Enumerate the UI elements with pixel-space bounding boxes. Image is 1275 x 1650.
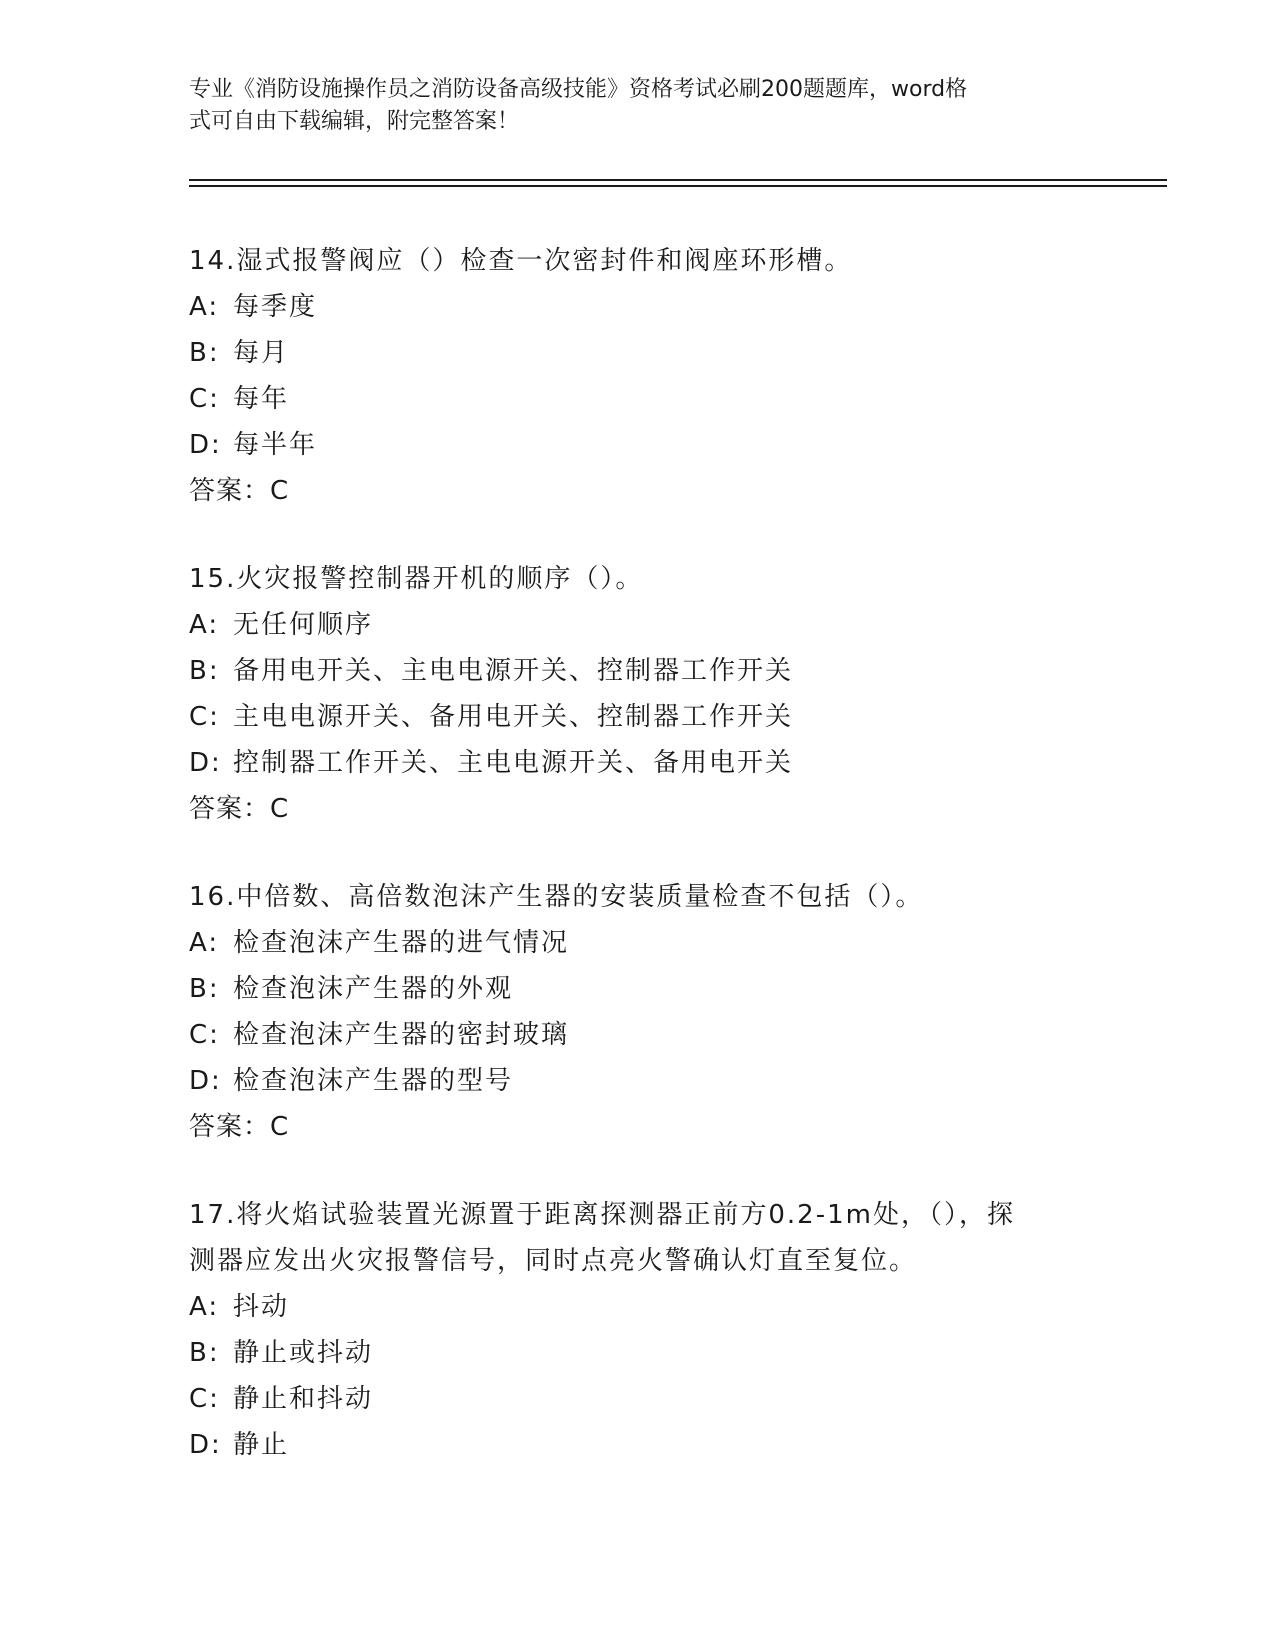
option-letter: C: bbox=[189, 702, 220, 732]
option-text: 每季度 bbox=[233, 292, 318, 322]
option-c bbox=[189, 694, 1109, 740]
question-stem: 15.火灾报警控制器开机的顺序（）。 bbox=[189, 564, 644, 594]
option-letter: A: bbox=[189, 928, 220, 958]
option-text: 每年 bbox=[233, 384, 290, 414]
question-stem-line-1: 17.将火焰试验装置光源置于距离探测器正前方0.2-1m处，（），探 bbox=[189, 1200, 1015, 1230]
option-letter: A: bbox=[189, 292, 220, 322]
option-text: 静止 bbox=[233, 1430, 290, 1460]
option-a bbox=[189, 284, 1109, 330]
option-text: 静止或抖动 bbox=[233, 1338, 374, 1368]
option-letter: D: bbox=[189, 430, 222, 460]
option-letter: D: bbox=[189, 1066, 222, 1096]
option-text: 静止和抖动 bbox=[233, 1384, 374, 1414]
option-letter: B: bbox=[189, 1338, 220, 1368]
option-c bbox=[189, 1012, 1109, 1058]
option-text: 检查泡沫产生器的外观 bbox=[233, 974, 514, 1004]
option-b bbox=[189, 966, 1109, 1012]
option-a bbox=[189, 1284, 1109, 1330]
option-text: 无任何顺序 bbox=[233, 610, 374, 640]
option-d bbox=[189, 1422, 1109, 1468]
option-text: 检查泡沫产生器的进气情况 bbox=[233, 928, 570, 958]
option-d bbox=[189, 1058, 1109, 1104]
option-a bbox=[189, 920, 1109, 966]
header-line-2: 式可自由下载编辑，附完整答案！ bbox=[189, 109, 520, 134]
answer-text: 答案：C bbox=[189, 476, 290, 506]
option-text: 控制器工作开关、主电电源开关、备用电开关 bbox=[233, 748, 794, 778]
option-text: 检查泡沫产生器的密封玻璃 bbox=[233, 1020, 570, 1050]
option-text: 备用电开关、主电电源开关、控制器工作开关 bbox=[233, 656, 794, 686]
question-14 bbox=[189, 238, 1109, 514]
option-letter: A: bbox=[189, 1292, 220, 1322]
question-stem: 16.中倍数、高倍数泡沫产生器的安装质量检查不包括（）。 bbox=[189, 882, 924, 912]
option-a bbox=[189, 602, 1109, 648]
answer-text: 答案：C bbox=[189, 1112, 290, 1142]
question-list bbox=[189, 238, 1109, 1510]
option-d bbox=[189, 422, 1109, 468]
option-text: 抖动 bbox=[233, 1292, 290, 1322]
option-letter: D: bbox=[189, 1430, 222, 1460]
option-letter: A: bbox=[189, 610, 220, 640]
option-d bbox=[189, 740, 1109, 786]
option-b bbox=[189, 1330, 1109, 1376]
header-divider-bottom bbox=[189, 185, 1167, 187]
option-text: 主电电源开关、备用电开关、控制器工作开关 bbox=[233, 702, 794, 732]
option-text: 每半年 bbox=[233, 430, 318, 460]
option-text: 检查泡沫产生器的型号 bbox=[233, 1066, 514, 1096]
header-line-1: 专业《消防设施操作员之消防设备高级技能》资格考试必刷200题题库，word格 bbox=[189, 77, 968, 102]
option-c bbox=[189, 376, 1109, 422]
option-letter: B: bbox=[189, 338, 220, 368]
question-16 bbox=[189, 874, 1109, 1150]
question-17 bbox=[189, 1192, 1109, 1468]
option-letter: C: bbox=[189, 1384, 220, 1414]
option-text: 每月 bbox=[233, 338, 290, 368]
option-b bbox=[189, 330, 1109, 376]
option-letter: B: bbox=[189, 974, 220, 1004]
option-b bbox=[189, 648, 1109, 694]
option-letter: C: bbox=[189, 1020, 220, 1050]
option-c bbox=[189, 1376, 1109, 1422]
header-divider-top bbox=[189, 179, 1167, 181]
question-stem-line-2: 测器应发出火灾报警信号，同时点亮火警确认灯直至复位。 bbox=[189, 1246, 918, 1276]
option-letter: D: bbox=[189, 748, 222, 778]
question-15 bbox=[189, 556, 1109, 832]
question-stem: 14.湿式报警阀应（）检查一次密封件和阀座环形槽。 bbox=[189, 246, 853, 276]
option-letter: C: bbox=[189, 384, 220, 414]
answer-text: 答案：C bbox=[189, 794, 290, 824]
option-letter: B: bbox=[189, 656, 220, 686]
document-header bbox=[189, 74, 1069, 138]
